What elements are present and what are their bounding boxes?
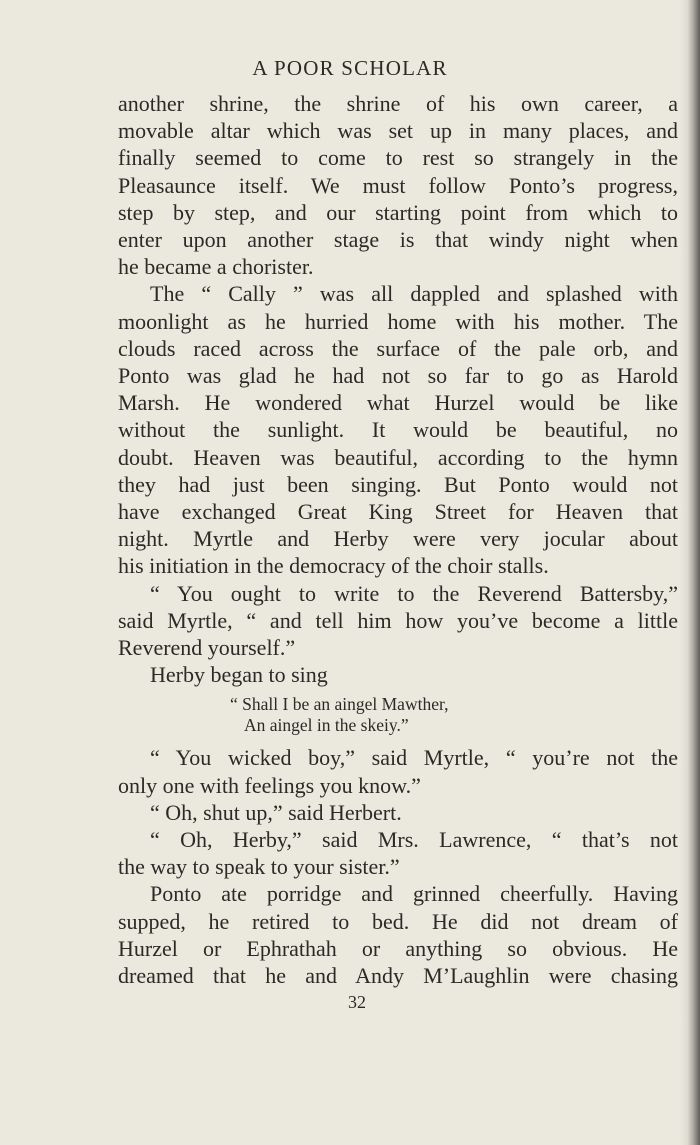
- verse-line: “ Shall I be an aingel Mawther,: [230, 694, 449, 715]
- text-line: Ponto was glad he had not so far to go as Harold: [118, 363, 678, 389]
- text-line: Herby began to sing: [150, 662, 328, 688]
- text-line: only one with feelings you know.”: [118, 772, 421, 798]
- text-line: Pleasaunce itself. We must follow Ponto’s progress,: [118, 172, 678, 198]
- page-number: 32: [348, 992, 366, 1012]
- text-line: The “ Cally ” was all dappled and splashed with: [150, 281, 678, 307]
- text-line: “ You ought to write to the Reverend Battersby,”: [150, 580, 678, 606]
- page-gutter-shadow: [680, 0, 688, 1145]
- text-line: the way to speak to your sister.”: [118, 854, 400, 880]
- text-line: dreamed that he and Andy M’Laughlin were chasing: [118, 963, 678, 989]
- body-text: [118, 90, 678, 989]
- text-line: step by step, and our starting point from which to: [118, 199, 678, 225]
- text-line: Hurzel or Ephrathah or anything so obvious. He: [118, 935, 678, 961]
- text-line: movable altar which was set up in many places, and: [118, 118, 678, 144]
- text-line: finally seemed to come to rest so strangely in the: [118, 145, 678, 171]
- text-line: doubt. Heaven was beautiful, according to the hymn: [118, 444, 678, 470]
- text-line: have exchanged Great King Street for Heaven that: [118, 499, 678, 525]
- text-line: “ Oh, Herby,” said Mrs. Lawrence, “ that’s not: [150, 827, 678, 853]
- verse-quote: [118, 694, 678, 736]
- text-line: Ponto ate porridge and grinned cheerfully. Having: [150, 881, 678, 907]
- text-line: “ Oh, shut up,” said Herbert.: [150, 799, 402, 825]
- text-line: clouds raced across the surface of the pale orb, and: [118, 335, 678, 361]
- running-head: A POOR SCHOLAR: [252, 56, 448, 80]
- text-line: “ You wicked boy,” said Myrtle, “ you’re not the: [150, 745, 678, 771]
- text-line: enter upon another stage is that windy night when: [118, 227, 678, 253]
- text-line: another shrine, the shrine of his own career, a: [118, 91, 678, 116]
- page-edge: [688, 0, 700, 1145]
- text-line: moonlight as he hurried home with his mother. The: [118, 308, 678, 334]
- text-line: Marsh. He wondered what Hurzel would be like: [118, 390, 678, 416]
- verse-line: An aingel in the skeiy.”: [244, 715, 409, 736]
- text-before-verse: [118, 90, 678, 688]
- text-line: he became a chorister.: [118, 254, 314, 280]
- text-line: night. Myrtle and Herby were very jocular about: [118, 526, 678, 552]
- text-line: without the sunlight. It would be beautiful, no: [118, 417, 678, 443]
- text-after-verse: [118, 744, 678, 989]
- text-line: supped, he retired to bed. He did not dream of: [118, 908, 678, 934]
- text-line: said Myrtle, “ and tell him how you’ve become a little: [118, 607, 678, 633]
- text-line: they had just been singing. But Ponto would not: [118, 471, 678, 497]
- text-line: his initiation in the democracy of the choir stalls.: [118, 553, 549, 579]
- text-line: Reverend yourself.”: [118, 635, 296, 661]
